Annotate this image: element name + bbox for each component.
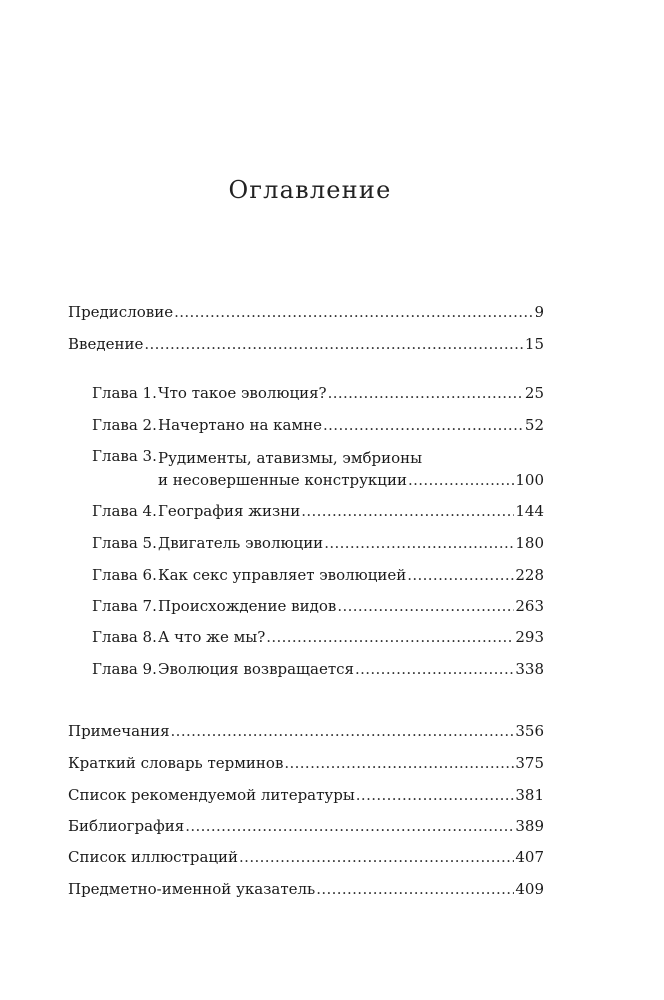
dot-leader xyxy=(171,721,515,741)
dot-leader xyxy=(301,501,514,521)
page-title: Оглавление xyxy=(228,176,392,204)
toc-page-number: 9 xyxy=(534,303,544,321)
chapter-number: Глава 1. xyxy=(92,384,157,402)
toc-entry-chapter-2[interactable] xyxy=(68,415,544,435)
dot-leader xyxy=(356,785,515,805)
toc-entry-label-continued: и несовершенные конструкции xyxy=(158,471,407,489)
toc-page-number: 375 xyxy=(515,754,544,772)
toc-entry-label: Что такое эволюция? xyxy=(158,384,327,402)
toc-entry-preface[interactable] xyxy=(68,302,544,322)
toc-entry-chapter-8[interactable] xyxy=(68,627,544,647)
toc-entry-bibliography[interactable] xyxy=(68,816,544,836)
dot-leader xyxy=(144,334,524,354)
toc-entry-label: Список рекомендуемой литературы xyxy=(68,786,355,804)
chapter-number: Глава 3. xyxy=(92,447,157,465)
chapter-number: Глава 2. xyxy=(92,416,157,434)
toc-page-number: 180 xyxy=(515,534,544,552)
toc-entry-chapter-7[interactable] xyxy=(68,596,544,616)
toc-entry-label: Введение xyxy=(68,335,144,353)
toc-page-number: 100 xyxy=(515,471,544,489)
toc-entry-label: Краткий словарь терминов xyxy=(68,754,284,772)
toc-entry-chapter-4[interactable] xyxy=(68,501,544,521)
dot-leader xyxy=(408,470,514,490)
dot-leader xyxy=(316,879,514,899)
toc-entry-label: Предисловие xyxy=(68,303,174,321)
chapter-number: Глава 5. xyxy=(92,534,157,552)
toc-entry-chapter-5[interactable] xyxy=(68,533,544,553)
toc-entry-label: А что же мы? xyxy=(158,628,266,646)
dot-leader xyxy=(174,302,533,322)
chapter-number: Глава 6. xyxy=(92,566,157,584)
toc-entry-label: Эволюция возвращается xyxy=(158,660,354,678)
chapter-number: Глава 9. xyxy=(92,660,157,678)
dot-leader xyxy=(407,565,514,585)
toc-entry-label: География жизни xyxy=(158,502,301,520)
chapter-number: Глава 4. xyxy=(92,502,157,520)
dot-leader xyxy=(323,415,524,435)
toc-page-number: 52 xyxy=(524,416,544,434)
toc-entry-label: Предметно-именной указатель xyxy=(68,880,316,898)
dot-leader xyxy=(266,627,514,647)
chapter-number: Глава 8. xyxy=(92,628,157,646)
toc-entry-chapter-3[interactable] xyxy=(68,446,544,490)
toc-page-number: 409 xyxy=(515,880,544,898)
toc-entry-label: Как секс управляет эволюцией xyxy=(158,566,407,584)
toc-entry-label: Происхождение видов xyxy=(158,597,337,615)
toc-entry-further-reading[interactable] xyxy=(68,785,544,805)
toc-page-number: 15 xyxy=(524,335,544,353)
toc-page-number: 144 xyxy=(515,502,544,520)
toc-entry-index[interactable] xyxy=(68,879,544,899)
toc-entry-glossary[interactable] xyxy=(68,753,544,773)
toc-page-number: 25 xyxy=(524,384,544,402)
dot-leader xyxy=(284,753,514,773)
dot-leader xyxy=(185,816,514,836)
toc-page-number: 293 xyxy=(515,628,544,646)
toc-page-number: 407 xyxy=(515,848,544,866)
toc-entry-label: Рудименты, атавизмы, эмбрионы xyxy=(158,449,423,467)
toc-entry-label: Двигатель эволюции xyxy=(158,534,324,552)
toc-page-number: 263 xyxy=(515,597,544,615)
toc-entry-introduction[interactable] xyxy=(68,334,544,354)
toc-entry-label: Список иллюстраций xyxy=(68,848,239,866)
toc-entry-label: Начертано на камне xyxy=(158,416,323,434)
dot-leader xyxy=(328,383,524,403)
toc-page-number: 389 xyxy=(515,817,544,835)
toc-entry-notes[interactable] xyxy=(68,721,544,741)
chapter-number: Глава 7. xyxy=(92,597,157,615)
toc-page-number: 228 xyxy=(515,566,544,584)
toc-entry-chapter-6[interactable] xyxy=(68,565,544,585)
dot-leader xyxy=(324,533,514,553)
toc-entry-chapter-9[interactable] xyxy=(68,659,544,679)
dot-leader xyxy=(337,596,514,616)
toc-entry-illustrations[interactable] xyxy=(68,847,544,867)
dot-leader xyxy=(355,659,514,679)
toc-entry-label: Примечания xyxy=(68,722,170,740)
toc-entry-label: Библиография xyxy=(68,817,185,835)
toc-entry-chapter-1[interactable] xyxy=(68,383,544,403)
toc-page-number: 356 xyxy=(515,722,544,740)
toc-page-number: 381 xyxy=(515,786,544,804)
toc-page-number: 338 xyxy=(515,660,544,678)
dot-leader xyxy=(239,847,514,867)
